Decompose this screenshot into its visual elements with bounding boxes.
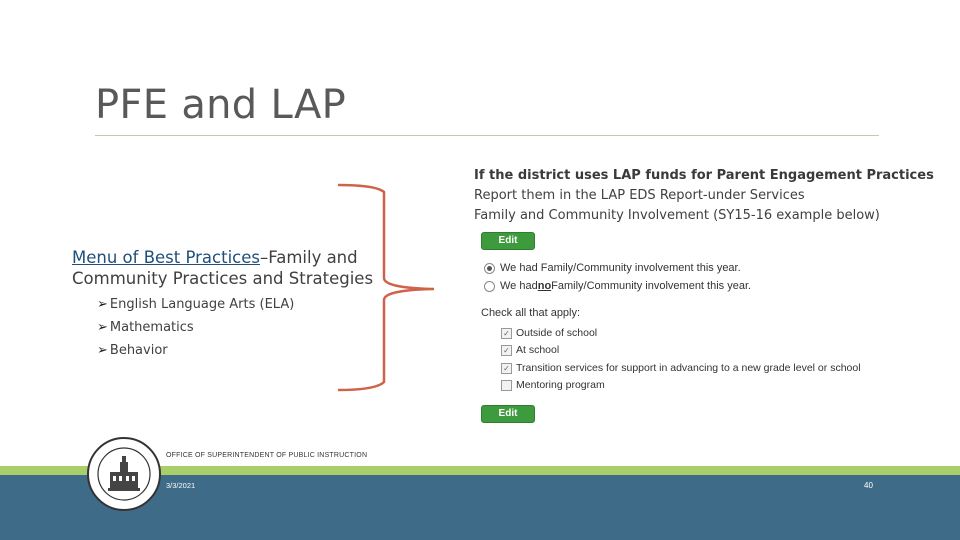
edit-button-bottom[interactable]: Edit	[481, 405, 535, 423]
right-brace-icon	[336, 182, 440, 394]
checkbox-checked-icon: ✓	[501, 328, 512, 339]
menu-heading-rest: –Family and	[259, 248, 358, 267]
info-line-1: If the district uses LAP funds for Parent Engagement Practices	[474, 168, 934, 183]
page-number: 40	[864, 481, 873, 490]
radio-involvement-no[interactable]: We had no Family/Community involvement this year.	[484, 280, 751, 292]
arrow-bullet-icon: ➢	[97, 343, 108, 358]
footer-date: 3/3/2021	[166, 481, 196, 490]
check-all-heading: Check all that apply:	[481, 307, 581, 319]
title-divider	[95, 135, 879, 136]
info-line-3: Family and Community Involvement (SY15-16 example below)	[474, 208, 880, 223]
footer-org-name: OFFICE OF SUPERINTENDENT OF PUBLIC INSTRUCTION	[166, 452, 368, 459]
menu-best-practices-link[interactable]: Menu of Best Practices	[72, 248, 260, 267]
radio-empty-icon	[484, 281, 495, 292]
lap-info-text	[474, 166, 934, 226]
radio-selected-icon	[484, 263, 495, 274]
arrow-bullet-icon: ➢	[97, 297, 108, 312]
list-item: ➢ Mathematics	[97, 320, 194, 335]
checkbox-checked-icon: ✓	[501, 345, 512, 356]
checkbox-empty-icon	[501, 380, 512, 391]
info-line-2: Report them in the LAP EDS Report-under Services	[474, 188, 805, 203]
radio-involvement-yes[interactable]: We had Family/Community involvement this year.	[484, 262, 741, 274]
list-item: ➢ Behavior	[97, 343, 168, 358]
checkbox-at-school[interactable]: ✓ At school	[501, 344, 559, 356]
bullet-list	[97, 293, 294, 362]
edit-button-top[interactable]: Edit	[481, 232, 535, 250]
ospi-seal-logo	[86, 436, 162, 512]
checkbox-outside-school[interactable]: ✓ Outside of school	[501, 327, 597, 339]
checkbox-transition-services[interactable]: ✓ Transition services for support in advancing to a new grade level or school	[501, 362, 861, 374]
checkbox-checked-icon: ✓	[501, 363, 512, 374]
menu-heading	[72, 247, 373, 289]
list-item: ➢ English Language Arts (ELA)	[97, 297, 295, 312]
arrow-bullet-icon: ➢	[97, 320, 108, 335]
menu-heading-line2: Community Practices and Strategies	[72, 269, 374, 288]
page-title: PFE and LAP	[95, 82, 347, 128]
checkbox-mentoring[interactable]: Mentoring program	[501, 379, 605, 391]
